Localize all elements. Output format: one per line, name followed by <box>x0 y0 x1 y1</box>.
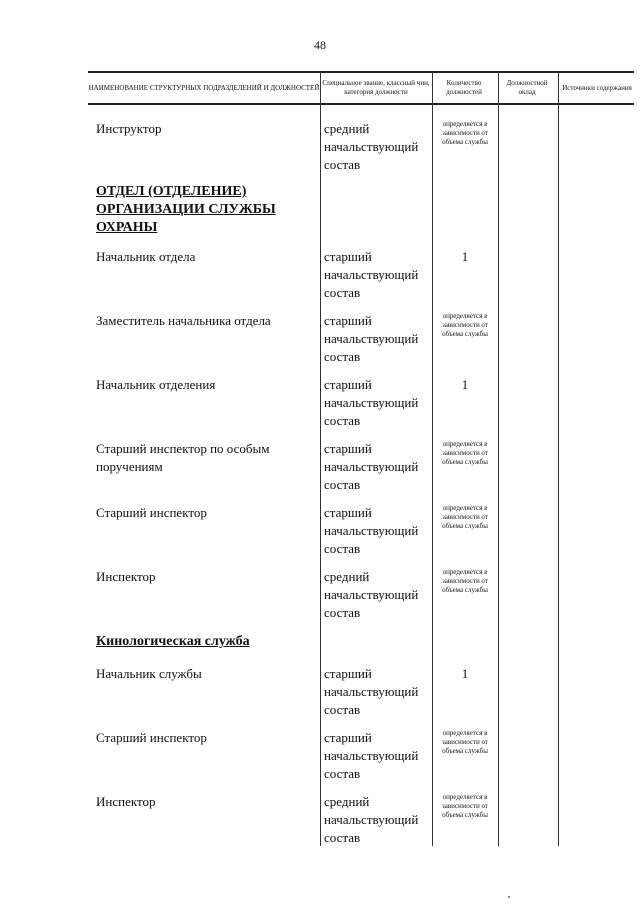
position-count: определяется в зависимости от объема службы <box>441 729 488 755</box>
position-name: Инспектор <box>96 569 156 584</box>
rank-category: старший начальствующий состав <box>324 377 419 428</box>
header-rank: Специальное звание, классный чин, категория должности <box>322 79 430 96</box>
rank-category: средний начальствующий состав <box>324 121 419 172</box>
rank-category: старший начальствующий состав <box>324 249 419 300</box>
rank-category: старший начальствующий состав <box>324 441 419 492</box>
scan-mark <box>508 896 510 898</box>
header-funding-source: Источники содержания <box>562 83 632 92</box>
page-number: 48 <box>314 38 326 52</box>
rank-category: средний начальствующий состав <box>324 794 419 845</box>
rank-category: средний начальствующий состав <box>324 569 419 620</box>
position-name: Начальник службы <box>96 666 202 681</box>
column-divider <box>320 71 321 846</box>
header-quantity: Количество должностей <box>446 79 482 96</box>
rank-category: старший начальствующий состав <box>324 313 419 364</box>
position-count: определяется в зависимости от объема службы <box>441 568 488 594</box>
position-count: определяется в зависимости от объема службы <box>441 504 488 530</box>
position-name: Инспектор <box>96 794 156 809</box>
position-name: Инструктор <box>96 121 162 136</box>
header-salary: Должностной оклад <box>506 79 548 96</box>
position-count: 1 <box>461 666 469 681</box>
position-count: 1 <box>461 377 469 392</box>
section-title: ОТДЕЛ (ОТДЕЛЕНИЕ) ОРГАНИЗАЦИИ СЛУЖБЫ ОХРАНЫ <box>96 184 276 235</box>
position-count: определяется в зависимости от объема службы <box>441 312 488 338</box>
section-title: Кинологическая служба <box>96 634 250 649</box>
position-count: определяется в зависимости от объема службы <box>441 440 488 466</box>
position-name: Заместитель начальника отдела <box>96 313 271 328</box>
column-divider <box>498 71 499 846</box>
position-name: Старший инспектор <box>96 505 207 520</box>
position-count: 1 <box>461 249 469 264</box>
position-count: определяется в зависимости от объема службы <box>441 793 488 819</box>
column-divider <box>558 71 559 846</box>
position-name: Старший инспектор по особым поручениям <box>96 441 270 474</box>
position-name: Старший инспектор <box>96 730 207 745</box>
position-count: определяется в зависимости от объема службы <box>441 120 488 146</box>
rank-category: старший начальствующий состав <box>324 666 419 717</box>
position-name: Начальник отдела <box>96 249 196 264</box>
rank-category: старший начальствующий состав <box>324 505 419 556</box>
rank-category: старший начальствующий состав <box>324 730 419 781</box>
header-positions: НАИМЕНОВАНИЕ СТРУКТУРНЫХ ПОДРАЗДЕЛЕНИЙ И ДОЛЖНОСТЕЙ <box>88 83 320 92</box>
position-name: Начальник отделения <box>96 377 216 392</box>
table-header <box>88 71 634 105</box>
